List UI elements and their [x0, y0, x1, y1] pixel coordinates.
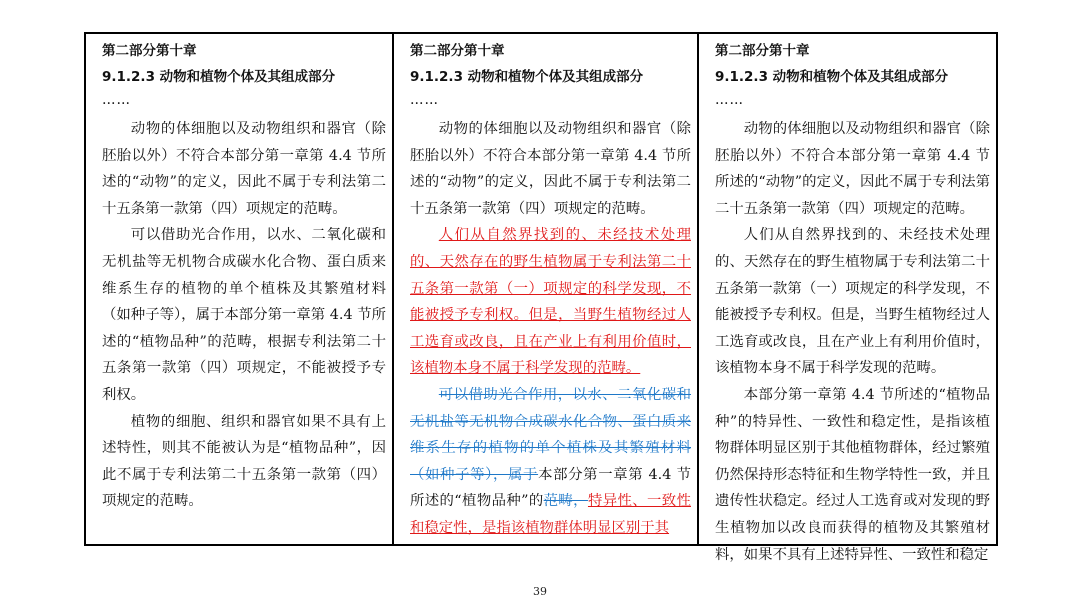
ellipsis: ……: [102, 92, 131, 108]
comparison-table: [84, 32, 998, 563]
paragraph-plant-cells: 植物的细胞、组织和器官如果不具有上述特性，则其不能被认为是“植物品种”，因此不属于专利法第二十五条第一款第（四）项规定的范畴。: [102, 413, 386, 510]
inserted-text: 特异性、一致性和稳定性，是指该植物群体明显区别于其: [410, 493, 691, 536]
revised-text-column: [697, 34, 996, 563]
deleted-text: 范畴，: [543, 493, 588, 510]
chapter-heading: 第二部分第十章: [410, 43, 505, 59]
ellipsis: ……: [715, 92, 744, 108]
ellipsis: ……: [410, 92, 439, 108]
paragraph-plant-variety-definition: 本部分第一章第 4.4 节所述的“植物品种”的特异性、一致性和稳定性，是指该植物群体明显区别于其他植物群体，经过繁殖仍然保持形态特征和生物学特性一致，并且遗传性状稳定。经过人工选育或对发现的野生植物加以改良而获得的植物及其繁殖材料，如果不具有上述特异性、一致性和稳定: [715, 386, 990, 563]
paragraph-wild-plants: 人们从自然界找到的、未经技术处理的、天然存在的野生植物属于专利法第二十五条第一款第（一）项规定的科学发现，不能被授予专利权。但是，当野生植物经过人工选育或改良，且在产业上有利用价值时，该植物本身不属于科学发现的范畴。: [715, 227, 990, 377]
section-heading: 9.1.2.3 动物和植物个体及其组成部分: [410, 69, 644, 85]
page-number: 39: [533, 585, 547, 598]
paragraph-plant-variety-revised: [410, 382, 691, 542]
chapter-heading: 第二部分第十章: [715, 43, 810, 59]
paragraph-animals: 动物的体细胞以及动物组织和器官（除胚胎以外）不符合本部分第一章第 4.4 节所述的“动物”的定义，因此不属于专利法第二十五条第一款第（四）项规定的范畴。: [102, 121, 386, 217]
deleted-text: 可以借助光合作用，以水、二氧化碳和无机盐等无机物合成碳水化合物、蛋白质来维系生存的植物的单个植株及其繁殖材料（如种子等），属于: [410, 386, 691, 483]
unchanged-text: 本部分第一章第 4.4 节所述的“植物品种”的: [410, 466, 691, 510]
tracked-changes-column: [392, 34, 697, 544]
chapter-heading: 第二部分第十章: [102, 43, 197, 59]
inserted-text: 人们从自然界找到的、未经技术处理的、天然存在的野生植物属于专利法第二十五条第一款第（一）项规定的科学发现，不能被授予专利权。但是，当野生植物经过人工选育或改良，且在产业上有利用价值时，该植物本身不属于科学发现的范畴。: [410, 227, 691, 377]
paragraph-animals: 动物的体细胞以及动物组织和器官（除胚胎以外）不符合本部分第一章第 4.4 节所述的“动物”的定义，因此不属于专利法第二十五条第一款第（四）项规定的范畴。: [715, 121, 990, 217]
paragraph-animals: 动物的体细胞以及动物组织和器官（除胚胎以外）不符合本部分第一章第 4.4 节所述的“动物”的定义，因此不属于专利法第二十五条第一款第（四）项规定的范畴。: [410, 121, 691, 217]
original-text-column: [86, 34, 392, 544]
paragraph-plant-variety: 可以借助光合作用，以水、二氧化碳和无机盐等无机物合成碳水化合物、蛋白质来维系生存的植物的单个植株及其繁殖材料（如种子等），属于本部分第一章第 4.4 节所述的“植物品种”的范畴，根据专利法第二十五条第一款第（四）项规定，不能被授予专利权。: [102, 227, 386, 403]
section-heading: 9.1.2.3 动物和植物个体及其组成部分: [102, 69, 336, 85]
section-heading: 9.1.2.3 动物和植物个体及其组成部分: [715, 69, 949, 85]
paragraph-wild-plants-inserted: [410, 222, 691, 382]
